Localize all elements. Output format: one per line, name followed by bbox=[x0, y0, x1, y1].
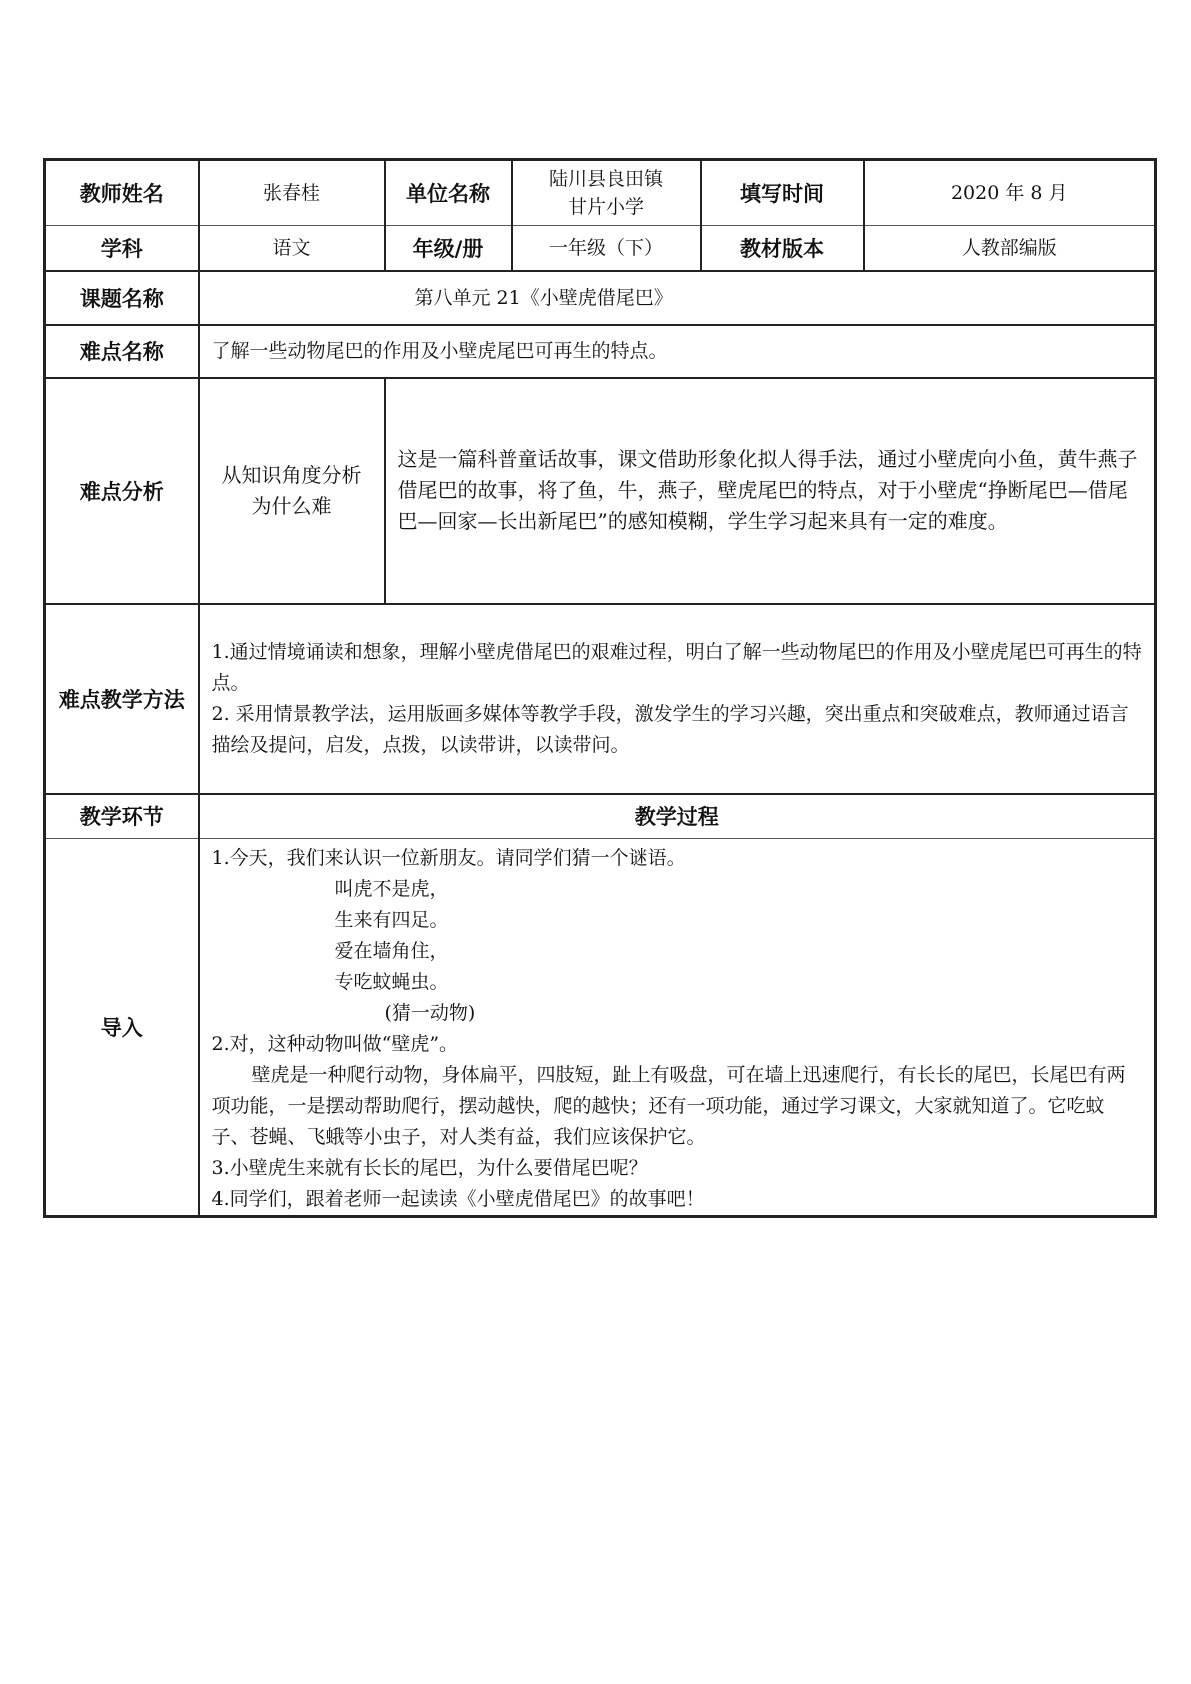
topic-label: 课题名称 bbox=[45, 271, 199, 325]
analysis-label: 难点分析 bbox=[45, 378, 199, 604]
method-content bbox=[199, 604, 1156, 794]
unit-name bbox=[512, 160, 701, 226]
topic-row bbox=[45, 271, 1156, 325]
analysis-sub-label-line2: 为什么难 bbox=[251, 493, 332, 518]
process-header-row bbox=[45, 794, 1156, 839]
edition-value: 人教部编版 bbox=[864, 226, 1156, 271]
method-label: 难点教学方法 bbox=[45, 604, 199, 794]
subject-label: 学科 bbox=[45, 226, 199, 271]
lesson-plan-table bbox=[43, 158, 1157, 1218]
process-line-2: 2.对，这种动物叫做“壁虎”。 bbox=[211, 1033, 459, 1055]
riddle-line: 生来有四足。 bbox=[334, 909, 449, 931]
riddle-line: 专吃蚊蝇虫。 bbox=[334, 971, 449, 993]
method-item-1: 1.通过情境诵读和想象，理解小壁虎借尾巴的艰难过程，明白了解一些动物尾巴的作用及小壁虎尾巴可再生的特点。 bbox=[211, 640, 1142, 694]
difficulty-value: 了解一些动物尾巴的作用及小壁虎尾巴可再生的特点。 bbox=[199, 325, 1156, 378]
riddle-hint: (猜一动物) bbox=[384, 1002, 476, 1024]
analysis-row bbox=[45, 378, 1156, 604]
unit-name-line2: 甘片小学 bbox=[567, 196, 644, 218]
grade-value: 一年级（下） bbox=[512, 226, 701, 271]
stage-name: 导入 bbox=[45, 839, 199, 1217]
subject-value: 语文 bbox=[199, 226, 385, 271]
process-content bbox=[199, 839, 1156, 1217]
analysis-sub-label bbox=[199, 378, 385, 604]
unit-label: 单位名称 bbox=[385, 160, 512, 226]
lesson-plan-sheet bbox=[43, 158, 1154, 1218]
info-row-2 bbox=[45, 226, 1156, 271]
analysis-sub-label-line1: 从知识角度分析 bbox=[221, 462, 362, 487]
teacher-label: 教师姓名 bbox=[45, 160, 199, 226]
process-line-4: 4.同学们，跟着老师一起读读《小壁虎借尾巴》的故事吧！ bbox=[211, 1188, 705, 1210]
grade-label: 年级/册 bbox=[385, 226, 512, 271]
method-item-2: 2. 采用情景教学法，运用版画多媒体等教学手段，激发学生的学习兴趣，突出重点和突破难点，教师通过语言描绘及提问，启发，点拨，以读带讲，以读带问。 bbox=[211, 702, 1129, 756]
difficulty-label: 难点名称 bbox=[45, 325, 199, 378]
stage-header: 教学环节 bbox=[45, 794, 199, 839]
process-line-1: 1.今天，我们来认识一位新朋友。请同学们猜一个谜语。 bbox=[211, 847, 686, 869]
topic-value: 第八单元 21《小壁虎借尾巴》 bbox=[199, 271, 1156, 325]
analysis-text: 这是一篇科普童话故事，课文借助形象化拟人得手法，通过小壁虎向小鱼，黄牛燕子借尾巴的故事，将了鱼，牛，燕子，壁虎尾巴的特点，对于小壁虎“挣断尾巴—借尾巴—回家—长出新尾巴”的感知模糊，学生学习起来具有一定的难度。 bbox=[385, 378, 1156, 604]
teacher-name: 张春桂 bbox=[199, 160, 385, 226]
fill-time: 2020 年 8 月 bbox=[864, 160, 1156, 226]
edition-label: 教材版本 bbox=[701, 226, 864, 271]
riddle-line: 叫虎不是虎， bbox=[334, 878, 449, 900]
riddle-line: 爱在墙角住， bbox=[334, 940, 449, 962]
process-row bbox=[45, 839, 1156, 1217]
time-label: 填写时间 bbox=[701, 160, 864, 226]
process-line-3: 3.小壁虎生来就有长长的尾巴，为什么要借尾巴呢？ bbox=[211, 1157, 648, 1179]
unit-name-line1: 陆川县良田镇 bbox=[548, 168, 663, 190]
difficulty-row bbox=[45, 325, 1156, 378]
gecko-paragraph: 壁虎是一种爬行动物，身体扁平，四肢短，趾上有吸盘，可在墙上迅速爬行，有长长的尾巴，长尾巴有两项功能，一是摆动帮助爬行，摆动越快，爬的越快；还有一项功能，通过学习课文，大家就知道了。它吃蚊子、苍蝇、飞蛾等小虫子，对人类有益，我们应该保护它。 bbox=[211, 1064, 1126, 1148]
method-row bbox=[45, 604, 1156, 794]
info-row-1 bbox=[45, 160, 1156, 226]
process-header: 教学过程 bbox=[199, 794, 1156, 839]
